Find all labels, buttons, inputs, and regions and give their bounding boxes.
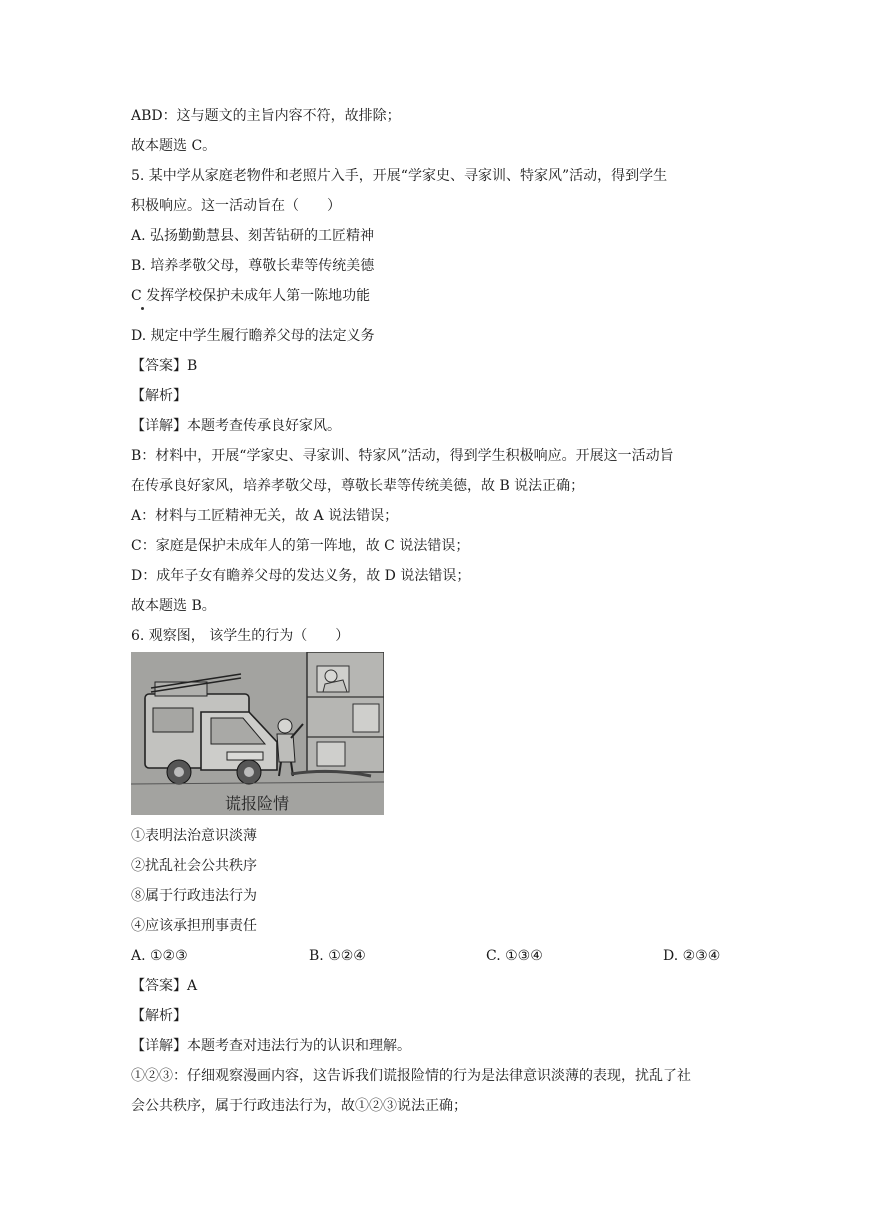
explanation-line: A：材料与工匠精神无关，故 A 说法错误； [131,508,399,524]
question-6-option-a: A. ①②③ [131,948,188,964]
explanation-line: D：成年子女有瞻养父母的发达义务，故 D 说法错误； [131,568,471,584]
stray-dot [141,307,144,310]
question-5-stem: 5. 某中学从家庭老物件和老照片入手，开展“学家史、寻家训、特家风”活动，得到学生 [131,168,668,184]
explanation-line: C：家庭是保护未成年人的第一阵地，故 C 说法错误； [131,538,470,554]
question-5-stem: 积极响应。这一活动旨在（ ） [131,198,341,214]
statement-3: ⑧属于行政违法行为 [131,888,257,904]
text-line: 故本题选 C。 [131,138,217,154]
cartoon-figure [131,652,384,815]
question-5-option-a: A. 弘扬勤勤慧县、刻苦钻研的工匠精神 [131,228,375,244]
explanation-line: B：材料中，开展“学家史、寻家训、特家风”活动，得到学生积极响应。开展这一活动旨 [131,448,674,464]
analysis-label: 【解析】 [131,388,187,404]
explanation-line: ①②③：仔细观察漫画内容，这告诉我们谎报险情的行为是法律意识淡薄的表现，扰乱了社 [131,1068,691,1084]
question-6-option-b: B. ①②④ [309,948,366,964]
answer-label: 【答案】B [131,358,198,374]
question-5-option-d: D. 规定中学生履行瞻养父母的法定义务 [131,328,375,344]
statement-4: ④应该承担刑事责任 [131,918,257,934]
conclusion-line: 故本题选 B。 [131,598,216,614]
explanation-line: 【详解】本题考查传承良好家风。 [131,418,341,434]
statement-1: ①表明法治意识淡薄 [131,828,257,844]
analysis-label: 【解析】 [131,1008,187,1024]
answer-label: 【答案】A [131,978,198,994]
cartoon-caption: 谎报险情 [224,794,290,813]
explanation-line: 在传承良好家风，培养孝敬父母，尊敬长辈等传统美德，故 B 说法正确； [131,478,585,494]
question-6-option-c: C. ①③④ [486,948,543,964]
question-5-option-b: B. 培养孝敬父母，尊敬长辈等传统美德 [131,258,375,274]
question-5-option-c: C 发挥学校保护未成年人第一陈地功能 [131,288,371,304]
text-line: ABD：这与题文的主旨内容不符，故排除； [131,108,401,124]
explanation-line: 会公共秩序，属于行政违法行为，故①②③说法正确； [131,1098,467,1114]
cartoon-illustration [131,652,384,815]
explanation-line: 【详解】本题考查对违法行为的认识和理解。 [131,1038,411,1054]
question-6-option-d: D. ②③④ [663,948,721,964]
question-6-stem: 6. 观察图， 该学生的行为（ ） [131,628,350,644]
statement-2: ②扰乱社会公共秩序 [131,858,257,874]
